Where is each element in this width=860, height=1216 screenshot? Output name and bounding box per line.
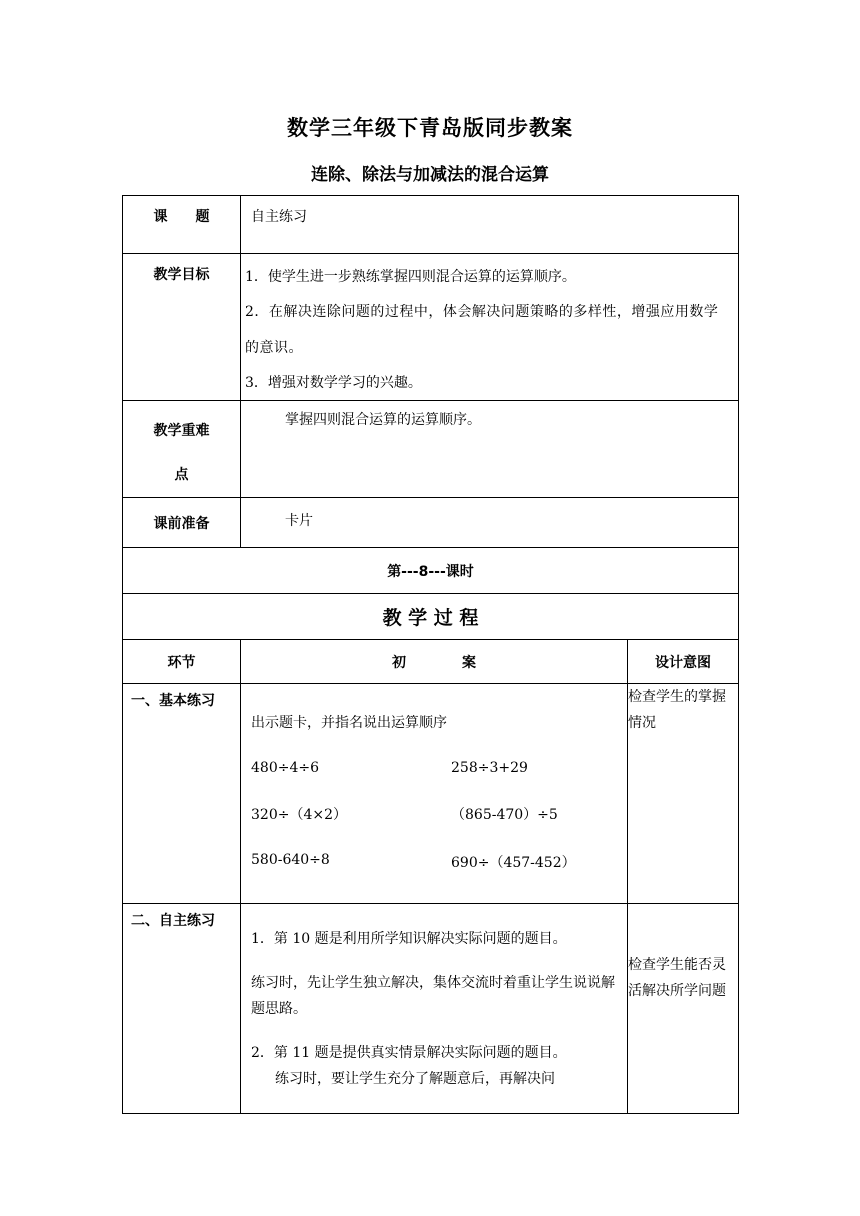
lesson-row	[123, 548, 739, 594]
column-header-row	[123, 640, 739, 684]
prep-value: 卡片	[241, 498, 739, 548]
page-title: 数学三年级下青岛版同步教案	[287, 116, 573, 140]
topic-value: 自主练习	[241, 196, 739, 254]
topic-row	[123, 196, 739, 254]
goals-cell	[241, 254, 739, 401]
goal-item-3: 3．增强对数学学习的兴趣。	[245, 375, 422, 391]
goals-label: 教学目标	[123, 254, 241, 401]
section2-content	[241, 904, 628, 1114]
expression: 690÷（457-452）	[451, 855, 576, 871]
header-intent: 设计意图	[628, 640, 739, 684]
goal-item-1: 1．使学生进一步熟练掌握四则混合运算的运算顺序。	[245, 269, 576, 285]
header-draft: 初 案	[241, 640, 628, 684]
topic-label: 课 题	[123, 196, 241, 254]
lesson-number: 第---8---课时	[123, 548, 739, 594]
section2-name: 二、自主练习	[123, 904, 241, 1114]
goals-row	[123, 254, 739, 401]
section1-intro: 出示题卡，并指名说出运算顺序	[251, 715, 447, 731]
keypoints-value: 掌握四则混合运算的运算顺序。	[241, 401, 739, 498]
goal-item-2: 2．在解决连除问题的过程中，体会解决问题策略的多样性，增强应用数学的意识。	[245, 304, 719, 356]
process-title: 教 学 过 程	[123, 594, 739, 640]
prep-row	[123, 498, 739, 548]
section1-row	[123, 684, 739, 904]
keypoints-label	[123, 401, 241, 498]
keypoints-label-line1: 教学重难	[153, 423, 210, 439]
keypoints-row	[123, 401, 739, 498]
page-subtitle: 连除、除法与加减法的混合运算	[311, 165, 549, 185]
prep-label: 课前准备	[123, 498, 241, 548]
expression: 320÷（4×2）	[251, 807, 347, 823]
section2-p1: 1．第 10 题是利用所学知识解决实际问题的题目。	[251, 931, 567, 947]
expression: 258÷3+29	[451, 760, 528, 776]
expression-row-1	[241, 760, 627, 776]
section2-intent: 检查学生能否灵活解决所学问题	[628, 904, 739, 1114]
expression: 480÷4÷6	[251, 760, 319, 776]
section2-p2: 练习时，先让学生独立解决，集体交流时着重让学生说说解题思路。	[251, 975, 615, 1017]
expression-row-2	[241, 804, 627, 824]
expression-row-3	[241, 852, 627, 872]
header-stage: 环节	[123, 640, 241, 684]
section1-intent: 检查学生的掌握情况	[628, 684, 739, 904]
section1-name: 一、基本练习	[123, 684, 241, 904]
keypoints-label-line2: 点	[174, 467, 189, 483]
section2-row	[123, 904, 739, 1114]
section2-p4: 练习时，要让学生充分了解题意后，再解决问	[275, 1071, 555, 1087]
process-title-row	[123, 594, 739, 640]
section2-p3: 2．第 11 题是提供真实情景解决实际问题的题目。	[251, 1045, 567, 1061]
expression: 580-640÷8	[251, 852, 330, 868]
expression: （865-470）÷5	[451, 807, 558, 823]
lesson-plan-table	[122, 195, 739, 1114]
section1-content	[241, 684, 628, 904]
